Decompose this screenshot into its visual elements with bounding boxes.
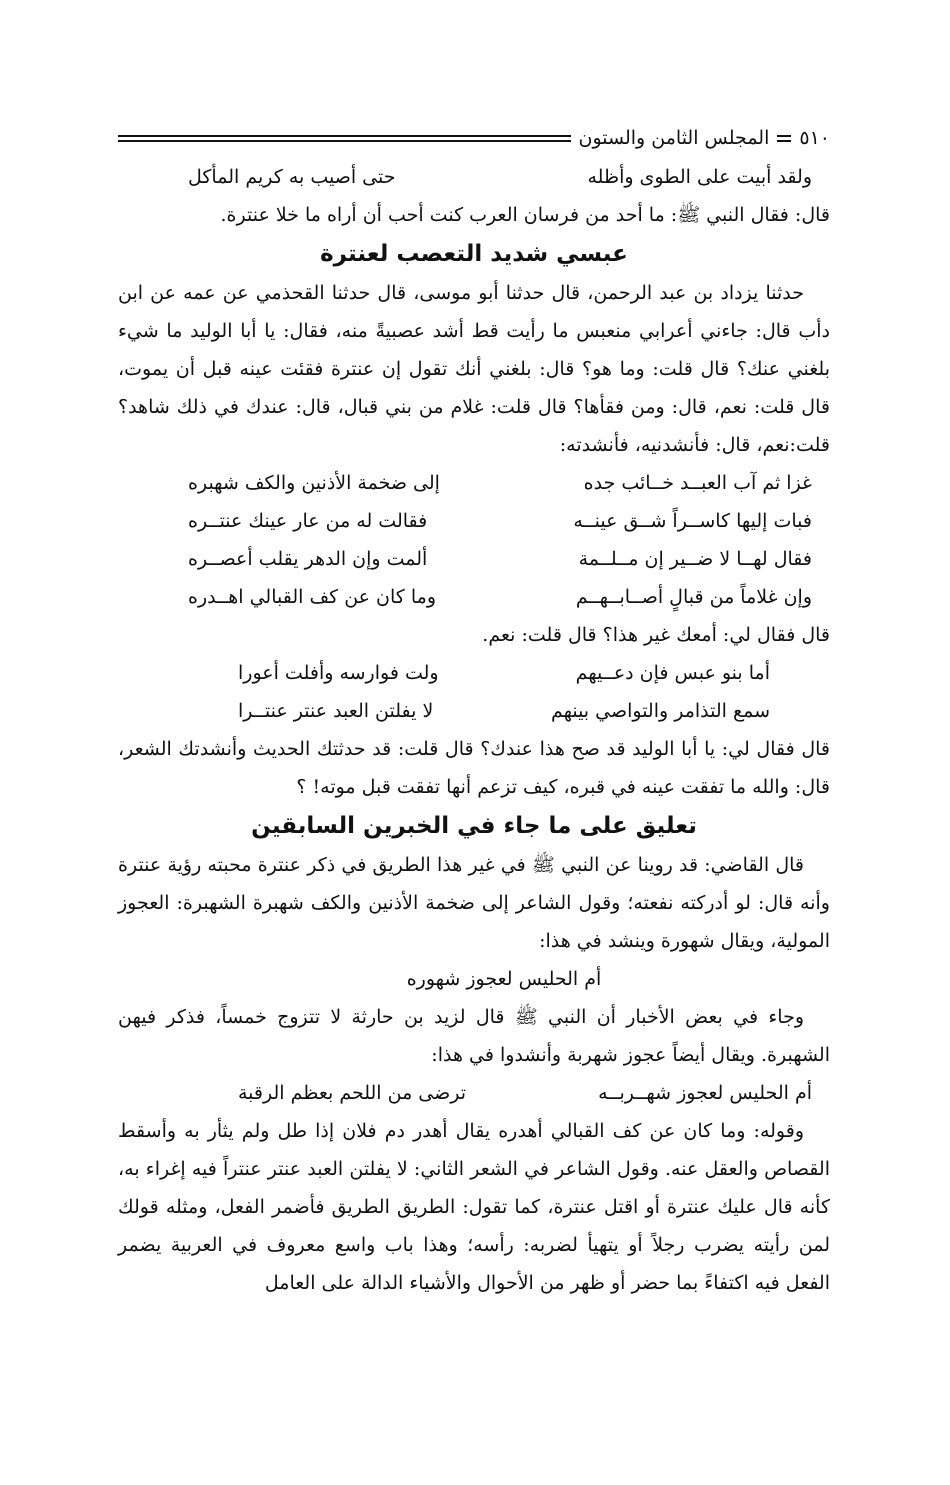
verse-left: ولت فوارسه وأفلت أعورا <box>238 662 439 684</box>
verse-right: أم الحليس لعجوز شهــربــه <box>598 1082 812 1104</box>
section-heading: تعليق على ما جاء في الخبرين السابقين <box>251 813 697 839</box>
verse-couplet <box>118 654 830 692</box>
verse-right: ولقد أبيت على الطوى وأظله <box>587 166 812 188</box>
verse-left: فقالت له من عار عينك عنتــره <box>188 510 428 532</box>
poem <box>118 654 830 730</box>
verse-couplet <box>118 578 830 616</box>
book-page <box>118 118 830 1302</box>
paragraph: حدثنا يزداد بن عبد الرحمن، قال حدثنا أبو موسى، قال حدثنا القحذمي عن عمه عن ابن دأب قال: جاءني أعرابي منعبس ما رأيت قط أشد عصبيةً منه، فقال: يا أبا الوليد ما شيء بلغني عنك؟ قال قلت: وما هو؟ قال: بلغني أنك تقول إن عنترة فقئت عينه قبل أن يموت، قال قلت: نعم، قال: ومن فقأها؟ قال قلت: غلام من بني قبال، قال: عندك في ذلك شاهد؟ قلت:نعم، قال: فأنشدنيه، فأنشدته: <box>118 282 830 456</box>
verse-couplet <box>118 158 830 196</box>
verse-couplet <box>118 540 830 578</box>
verse-right: أما بنو عبس فإن دعــيهم <box>575 662 770 684</box>
verse-left: ألمت وإن الدهر يقلب أعصــره <box>188 548 428 570</box>
verse-left: ترضى من اللحم بعظم الرقبة <box>238 1082 467 1104</box>
header-rule-long <box>118 135 571 142</box>
paragraph: وقوله: وما كان عن كف القبالي أهدره يقال أهدر دم فلان إذا طل ولم يثأر به وأسقط القصاص والعقل عنه. وقول الشاعر في الشعر الثاني: لا يفلتن العبد عنتر عنتراً فيه إغراء به، كأنه قال عليك عنترة أو اقتل عنترة، كما تقول: الطريق الطريق فأضمر الفعل، ومثله قولك لمن رأيته يضرب رجلاً أو يتهيأ لضربه: رأسه؛ وهذا باب واسع معروف في العربية يضمر الفعل فيه اكتفاءً بما حضر أو ظهر من الأحوال والأشياء الدالة على العامل <box>118 1120 830 1294</box>
section-heading: عبسي شديد التعصب لعنترة <box>320 241 628 267</box>
paragraph: قال فقال لي: أمعك غير هذا؟ قال قلت: نعم. <box>482 624 830 646</box>
verse-left: لا يفلتن العبد عنتر عنتــرا <box>238 700 434 722</box>
verse-right: سمع التذامر والتواصي بينهم <box>550 700 770 722</box>
running-header <box>118 118 830 158</box>
header-rule-short <box>777 135 791 142</box>
verse-right: فبات إليها كاســراً شــق عينــه <box>573 510 812 532</box>
chapter-title: المجلس الثامن والستون <box>578 127 770 149</box>
poem <box>118 464 830 616</box>
paragraph: وجاء في بعض الأخبار أن النبي ﷺ قال لزيد بن حارثة لا تتزوج خمساً، فذكر فيهن الشهبرة. ويقال أيضاً عجوز شهربة وأنشدوا في هذا: <box>118 1006 830 1066</box>
verse-left: حتى أصيب به كريم المأكل <box>188 166 396 188</box>
page-number: ٥١٠ <box>799 127 830 149</box>
paragraph: قال فقال لي: يا أبا الوليد قد صح هذا عندك؟ قال قلت: قد حدثتك الحديث وأنشدتك الشعر، قال: والله ما تفقت عينه في قبره، كيف تزعم أنها تفقت قبل موته! ؟ <box>118 738 830 798</box>
verse-right: فقال لهــا لا ضــير إن مــلــمة <box>578 548 812 570</box>
verse-left: وما كان عن كف القبالي اهــدره <box>188 586 437 608</box>
verse-couplet <box>118 464 830 502</box>
verse-single: أم الحليس لعجوز شهوره <box>406 968 602 990</box>
paragraph: قال القاضي: قد روينا عن النبي ﷺ في غير هذا الطريق في ذكر عنترة محبته رؤية عنترة وأنه قال: لو أدركته نفعته؛ وقول الشاعر إلى ضخمة الأذنين والكف شهبرة الشهبرة: العجوز المولية، ويقال شهورة وينشد في هذا: <box>118 854 830 952</box>
verse-right: وإن غلاماً من قبالٍ أصــابــهــم <box>575 586 812 608</box>
verse-couplet <box>118 692 830 730</box>
verse-right: غزا ثم آب العبــد خــائب جده <box>583 472 812 494</box>
verse-left: إلى ضخمة الأذنين والكف شهبره <box>188 472 440 494</box>
verse-couplet <box>118 1074 830 1112</box>
verse-couplet <box>118 502 830 540</box>
paragraph: قال: فقال النبي ﷺ: ما أحد من فرسان العرب كنت أحب أن أراه ما خلا عنترة. <box>220 204 830 226</box>
